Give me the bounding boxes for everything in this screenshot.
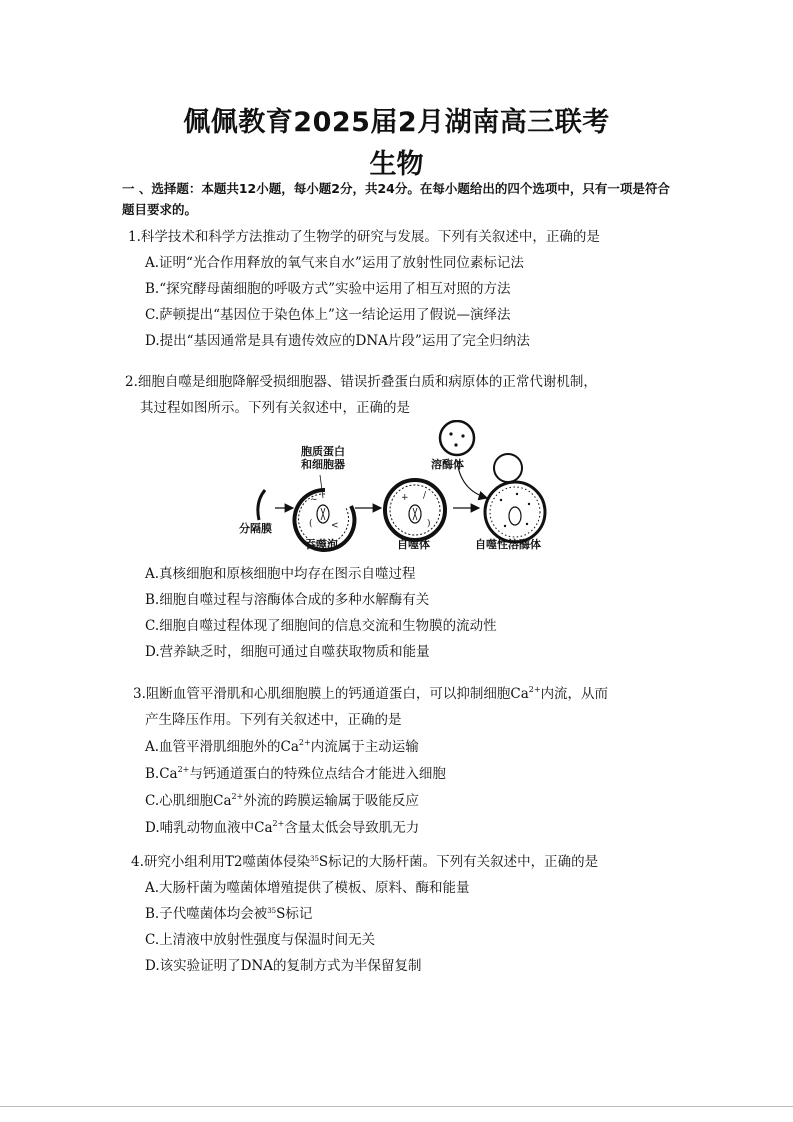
label-cargo-line1: 胞质蛋白 [301, 445, 345, 458]
page-bottom-rule [0, 1106, 793, 1107]
label-autophagosome: 自噬体 [397, 538, 430, 551]
q3-stem-text-b: 内流，从而 [540, 686, 609, 702]
q4-option-b [145, 902, 312, 922]
q4-option-d: D.该实验证明了DNA的复制方式为半保留复制 [145, 958, 422, 974]
q1-option-a: A.证明“光合作用释放的氧气来自水”运用了放射性同位素标记法 [145, 255, 524, 271]
lysosome-shape [440, 421, 474, 455]
q4-option-b-text-a: B.子代噬菌体均会被 [145, 906, 268, 922]
q3-option-d-superscript: 2+ [272, 819, 285, 828]
svg-text:<: < [331, 521, 339, 531]
q2-option-c: C.细胞自噬过程体现了细胞间的信息交流和生物膜的流动性 [145, 618, 497, 634]
svg-text:): ) [427, 519, 431, 529]
q4-option-b-isotope: 35 [267, 907, 277, 915]
autophagy-diagram [225, 420, 565, 560]
q3-option-a [145, 735, 419, 755]
svg-text:~: ~ [310, 495, 318, 505]
label-isolation-membrane: 分隔膜 [239, 522, 272, 535]
q3-option-c-superscript: 2+ [231, 792, 244, 801]
svg-text:/: / [423, 491, 427, 501]
label-lysosome: 溶酶体 [431, 458, 464, 471]
q1-option-b: B.“探究酵母菌细胞的呼吸方式”实验中运用了相互对照的方法 [145, 281, 511, 297]
svg-text:+: + [401, 493, 409, 503]
q4-option-a: A.大肠杆菌为噬菌体增殖提供了模板、原料、酶和能量 [145, 880, 470, 896]
q3-stem-superscript: 2+ [528, 685, 541, 694]
q2-option-b: B.细胞自噬过程与溶酶体合成的多种水解酶有关 [145, 592, 430, 608]
q3-option-a-superscript: 2+ [298, 738, 311, 747]
autophagosome-shape [385, 480, 445, 540]
q2-option-d: D.营养缺乏时，细胞可通过自噬获取物质和能量 [145, 644, 430, 660]
q4-stem [131, 850, 598, 870]
label-phagophore: 吞噬泡 [305, 538, 338, 551]
q3-option-b-superscript: 2+ [177, 765, 190, 774]
label-autolysosome: 自噬性溶酶体 [475, 538, 541, 551]
q3-option-a-text-b: 内流属于主动运输 [310, 739, 419, 755]
q3-option-b-text-a: B.Ca [145, 766, 178, 782]
q4-option-b-text-b: S标记 [276, 906, 313, 922]
q3-option-c [145, 789, 419, 809]
svg-text:(: ( [309, 519, 313, 529]
q1-option-d: D.提出“基因通常是具有遗传效应的DNA片段”运用了完全归纳法 [145, 333, 530, 349]
q3-option-b [145, 762, 446, 782]
q2-stem-line1: 2.细胞自噬是细胞降解受损细胞器、错误折叠蛋白质和病原体的正常代谢机制， [125, 374, 597, 390]
section-heading: 一 、选择题：本题共12小题，每小题2分，共24分。在每小题给出的四个选项中，只有一项是符合题目要求的。 [122, 181, 670, 217]
q3-stem-line2: 产生降压作用。下列有关叙述中，正确的是 [145, 712, 402, 728]
exam-title: 佩佩教育2025届2月湖南高三联考 [183, 107, 610, 138]
q3-option-d-text-a: D.哺乳动物血液中Ca [145, 820, 273, 836]
q3-option-b-text-b: 与钙通道蛋白的特殊位点结合才能进入细胞 [189, 766, 446, 782]
q2-option-a: A.真核细胞和原核细胞中均存在图示自噬过程 [145, 566, 416, 582]
q4-stem-isotope: 35 [309, 855, 319, 863]
q3-option-c-text-a: C.心肌细胞Ca [145, 793, 232, 809]
q3-option-c-text-b: 外流的跨膜运输属于吸能反应 [243, 793, 419, 809]
q4-option-c: C.上清液中放射性强度与保温时间无关 [145, 932, 376, 948]
subject-title: 生物 [369, 149, 424, 180]
q3-option-a-text-a: A.血管平滑肌细胞外的Ca [145, 739, 299, 755]
q3-option-d-text-b: 含量太低会导致肌无力 [284, 820, 420, 836]
q3-option-d [145, 816, 419, 836]
isolation-membrane-shape [258, 490, 265, 520]
q3-stem-text-a: 3.阻断血管平滑肌和心肌细胞膜上的钙通道蛋白，可以抑制细胞Ca [133, 686, 529, 702]
q2-stem-line2: 其过程如图所示。下列有关叙述中，正确的是 [140, 400, 410, 416]
autolysosome-shape [485, 454, 545, 542]
q3-stem-line1 [133, 682, 608, 702]
q1-option-c: C.萨顿提出“基因位于染色体上”这一结论运用了假说—演绎法 [145, 307, 511, 323]
q4-stem-text-b: S标记的大肠杆菌。下列有关叙述中，正确的是 [318, 854, 599, 870]
q1-stem: 1.科学技术和科学方法推动了生物学的研究与发展。下列有关叙述中，正确的是 [128, 229, 600, 245]
q4-stem-text-a: 4.研究小组利用T2噬菌体侵染 [131, 854, 310, 870]
label-cargo-line2: 和细胞器 [301, 458, 345, 471]
